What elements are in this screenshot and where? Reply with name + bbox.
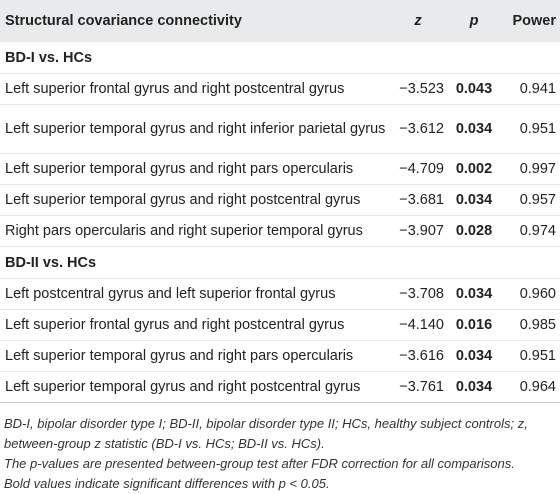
footnote-bold: Bold values indicate significant differences with p < 0.05. (4, 476, 330, 491)
p-cell: 0.034 (455, 348, 493, 364)
power-cell: 0.957 (519, 192, 556, 208)
table-header-row (0, 0, 560, 42)
z-cell: −3.616 (399, 348, 444, 364)
header-power: Power (512, 13, 556, 29)
table-row (0, 216, 560, 247)
connectivity-cell: Left superior frontal gyrus and right postcentral gyrus (5, 80, 345, 97)
power-cell: 0.964 (519, 379, 556, 395)
z-cell: −3.907 (399, 223, 444, 239)
header-z: z (414, 13, 422, 29)
connectivity-cell: Left superior temporal gyrus and right postcentral gyrus (5, 378, 361, 395)
p-cell: 0.034 (455, 192, 493, 208)
section-title: BD-I vs. HCs (5, 49, 93, 66)
connectivity-cell: Left superior temporal gyrus and right pars opercularis (5, 160, 354, 177)
connectivity-cell: Left superior frontal gyrus and right postcentral gyrus (5, 316, 345, 333)
footnote-abbreviations: BD-I, bipolar disorder type I; BD-II, bipolar disorder type II; HCs, healthy subject controls; z, between-group z statistic (BD-I vs. HCs; BD-II vs. HCs). (4, 416, 528, 451)
footnote-fdr: The p-values are presented between-group test after FDR correction for all comparisons. (4, 456, 515, 471)
connectivity-cell: Left postcentral gyrus and left superior frontal gyrus (5, 285, 336, 302)
power-cell: 0.974 (519, 223, 556, 239)
power-cell: 0.985 (519, 317, 556, 333)
header-p: p (469, 13, 479, 29)
table-row (0, 310, 560, 341)
power-cell: 0.997 (519, 161, 556, 177)
section-row-bd1 (0, 42, 560, 74)
p-cell: 0.034 (455, 286, 493, 302)
z-cell: −3.681 (399, 192, 444, 208)
p-cell: 0.016 (455, 317, 493, 333)
power-cell: 0.951 (519, 348, 556, 364)
connectivity-cell: Right pars opercularis and right superior temporal gyrus (5, 222, 363, 239)
table-row (0, 185, 560, 216)
table-row (0, 372, 560, 403)
power-cell: 0.941 (519, 81, 556, 97)
connectivity-cell: Left superior temporal gyrus and right inferior parietal gyrus (5, 120, 386, 137)
header-connectivity: Structural covariance connectivity (5, 13, 242, 29)
z-cell: −3.761 (399, 379, 444, 395)
table-footnotes (0, 403, 560, 494)
p-cell: 0.002 (455, 161, 493, 177)
z-cell: −3.612 (399, 121, 444, 137)
p-cell: 0.034 (455, 379, 493, 395)
p-cell: 0.034 (455, 121, 493, 137)
table-row (0, 341, 560, 372)
z-cell: −3.523 (399, 81, 444, 97)
z-cell: −4.140 (399, 317, 444, 333)
table-row (0, 105, 560, 154)
section-title: BD-II vs. HCs (5, 254, 97, 271)
z-cell: −4.709 (399, 161, 444, 177)
p-cell: 0.043 (455, 81, 493, 97)
power-cell: 0.960 (519, 286, 556, 302)
table-row (0, 74, 560, 105)
connectivity-cell: Left superior temporal gyrus and right postcentral gyrus (5, 191, 361, 208)
power-cell: 0.951 (519, 121, 556, 137)
section-row-bd2 (0, 247, 560, 279)
z-cell: −3.708 (399, 286, 444, 302)
table-row (0, 154, 560, 185)
table-row (0, 279, 560, 310)
connectivity-cell: Left superior temporal gyrus and right pars opercularis (5, 347, 354, 364)
p-cell: 0.028 (455, 223, 493, 239)
